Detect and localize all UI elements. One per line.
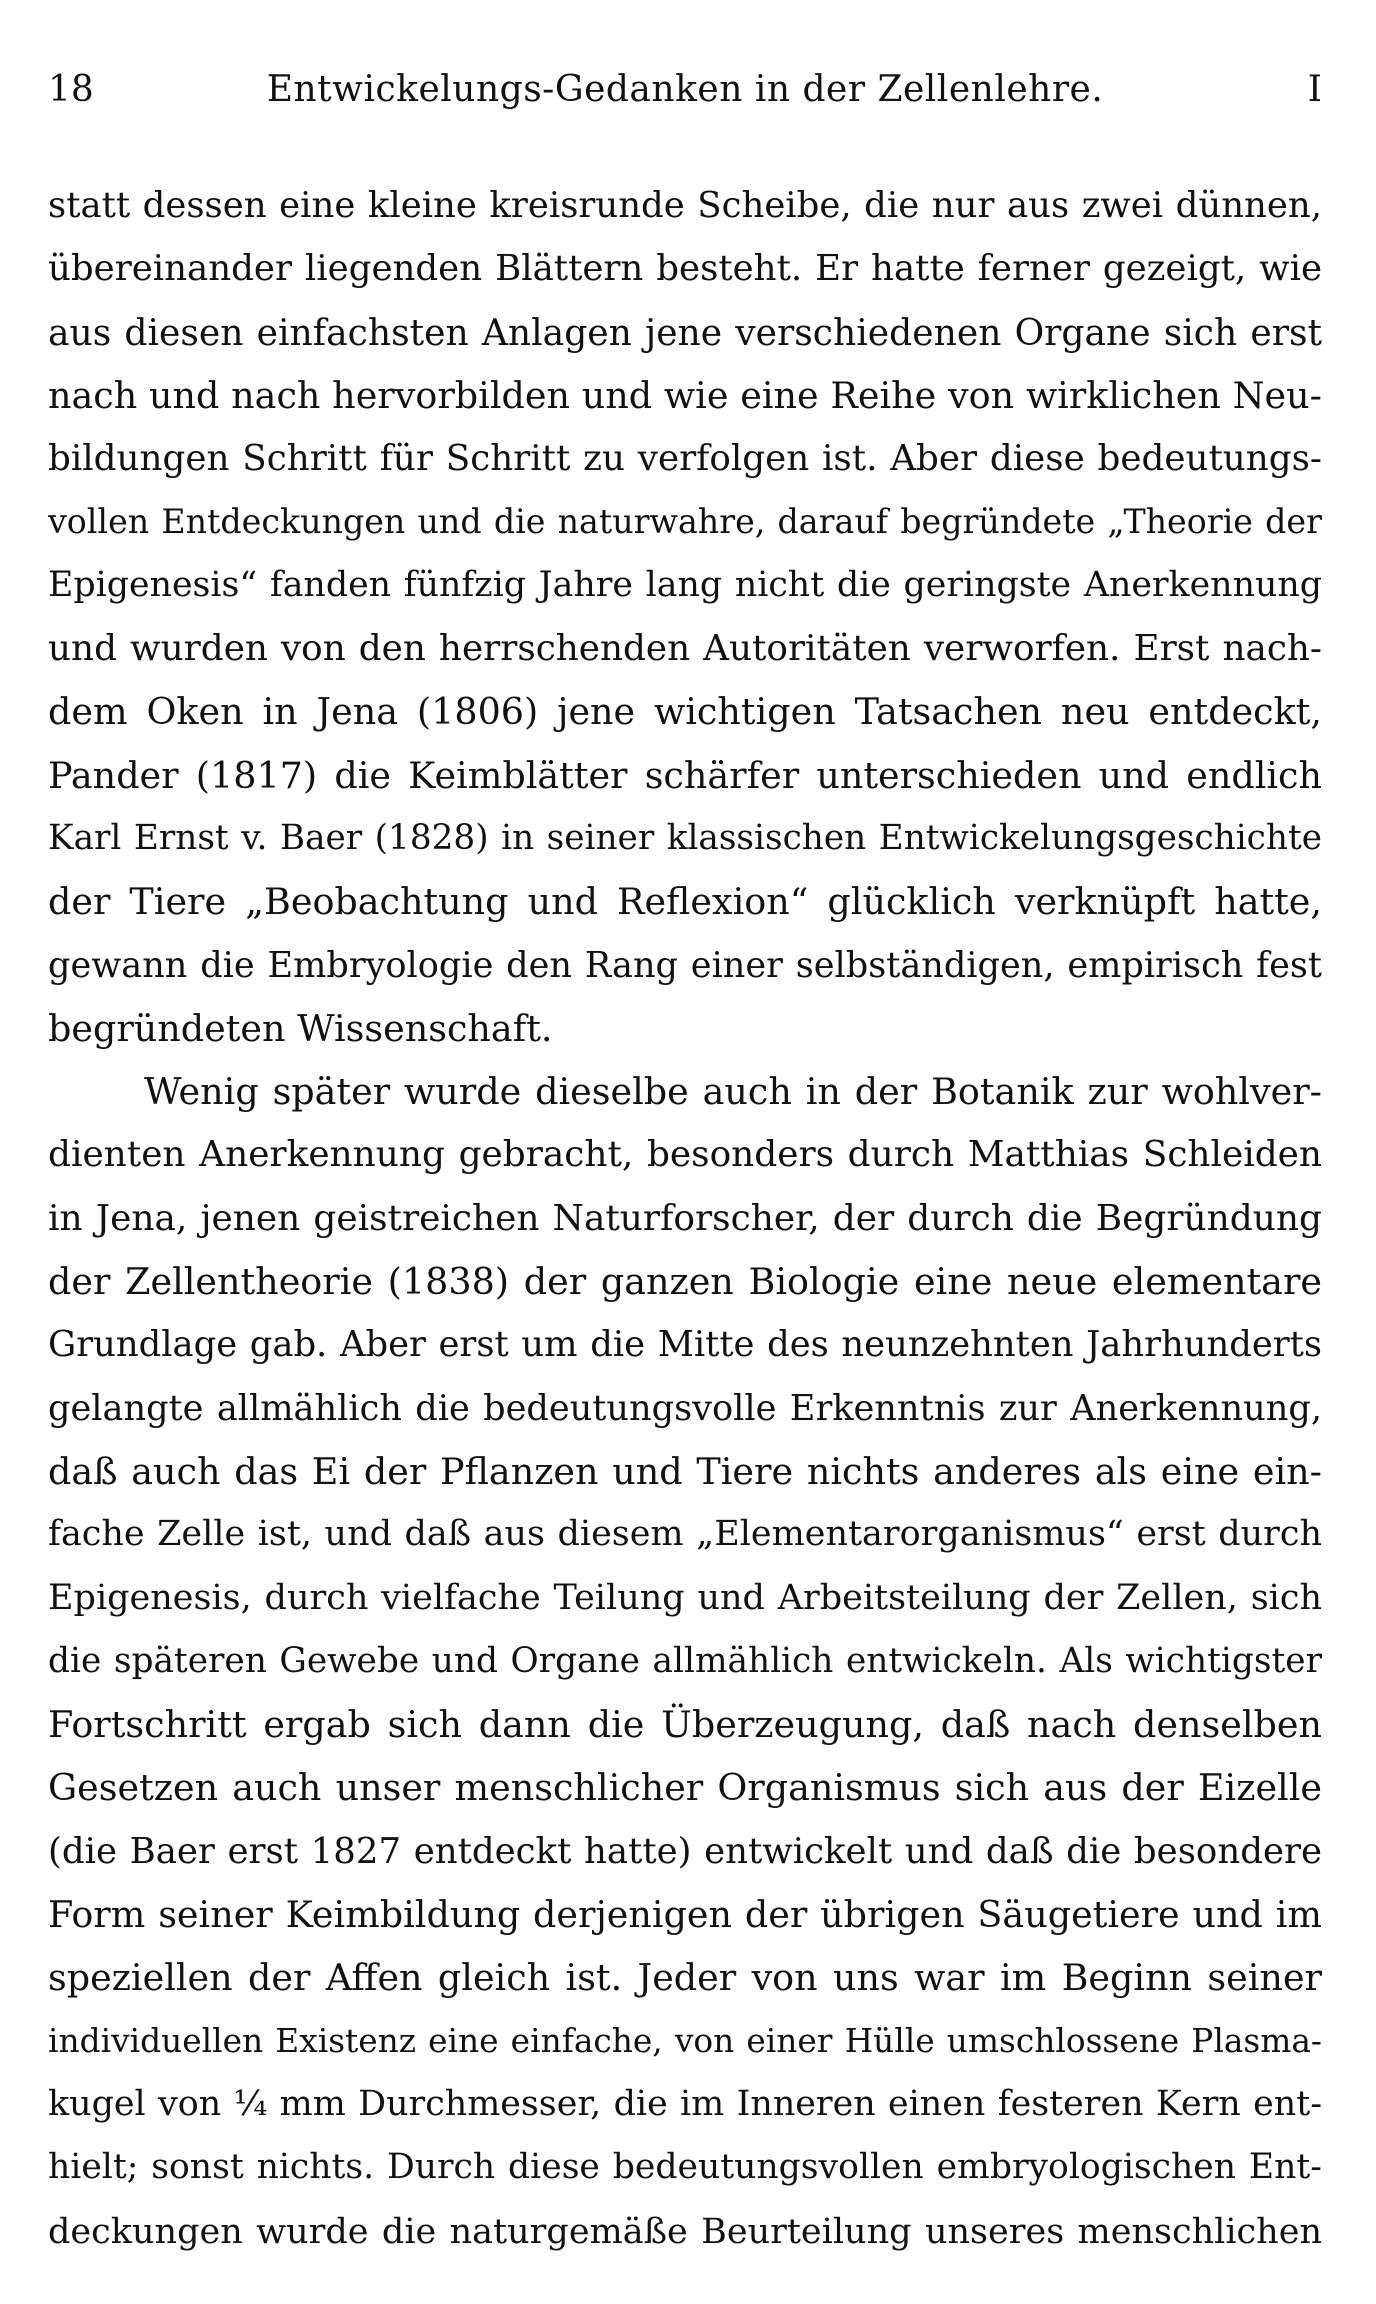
text-line: speziellen der Affen gleich ist. Jeder von uns war im Beginn seiner — [48, 1956, 1322, 2000]
text-line: daß auch das Ei der Pflanzen und Tiere nichts anderes als eine ein- — [48, 1449, 1322, 1493]
text-line: übereinander liegenden Blättern besteht. Er hatte ferner gezeigt, wie — [48, 248, 1322, 290]
text-line: Epigenesis“ fanden fünfzig Jahre lang nicht die geringste Anerkennung — [48, 564, 1322, 605]
text-line: Wenig später wurde dieselbe auch in der Botanik zur wohlver- — [144, 1070, 1322, 1114]
book-page — [48, 60, 1322, 2263]
text-line: begründeten Wissenschaft. — [48, 1006, 553, 1050]
text-line: (die Baer erst 1827 entdeckt hatte) entwickelt und daß die besondere — [48, 1830, 1322, 1872]
text-line: Pander (1817) die Keimblätter schärfer unterschieden und endlich — [48, 753, 1322, 797]
text-line: aus diesen einfachsten Anlagen jene verschiedenen Organe sich erst — [48, 310, 1322, 354]
text-line: der Tiere „Beobachtung und Reflexion“ glücklich verknüpft hatte, — [48, 880, 1322, 924]
text-line: gewann die Embryologie den Rang einer selbständigen, empirisch fest — [48, 944, 1322, 986]
text-line: statt dessen eine kleine kreisrunde Scheibe, die nur aus zwei dünnen, — [48, 185, 1322, 226]
text-line: der Zellentheorie (1838) der ganzen Biologie eine neue elementare — [48, 1260, 1322, 1304]
body-text — [48, 174, 1322, 2263]
text-line: in Jena, jenen geistreichen Naturforscher, der durch die Begründung — [48, 1197, 1322, 1239]
text-line: vollen Entdeckungen und die naturwahre, darauf begründete „Theorie der — [48, 502, 1322, 542]
text-line: Grundlage gab. Aber erst um die Mitte des neunzehnten Jahrhunderts — [48, 1324, 1322, 1366]
text-line: hielt; sonst nichts. Durch diese bedeutungsvollen embryologischen Ent- — [48, 2147, 1322, 2188]
text-line: Epigenesis, durch vielfache Teilung und Arbeitsteilung der Zellen, sich — [48, 1577, 1322, 1618]
text-line: individuellen Existenz eine einfache, von einer Hülle umschlossene Plasma- — [48, 2021, 1322, 2060]
text-line: fache Zelle ist, und daß aus diesem „Elementarorganismus“ erst durch — [48, 1514, 1322, 1555]
running-head — [48, 60, 1322, 120]
text-line: und wurden von den herrschenden Autoritäten verworfen. Erst nach- — [48, 628, 1322, 670]
text-line: dem Oken in Jena (1806) jene wichtigen Tatsachen neu entdeckt, — [48, 690, 1322, 734]
text-line: dienten Anerkennung gebracht, besonders durch Matthias Schleiden — [48, 1134, 1322, 1176]
running-title: Entwickelungs-Gedanken in der Zellenlehre. — [266, 69, 1104, 110]
text-line: Fortschritt ergab sich dann die Überzeugung, daß nach denselben — [48, 1703, 1322, 1747]
text-line: Form seiner Keimbildung derjenigen der übrigen Säugetiere und im — [48, 1893, 1322, 1937]
text-line: gelangte allmählich die bedeutungsvolle Erkenntnis zur Anerkennung, — [48, 1387, 1322, 1429]
text-line: Karl Ernst v. Baer (1828) in seiner klassischen Entwickelungsgeschichte — [48, 817, 1322, 858]
text-line: deckungen wurde die naturgemäße Beurteilung unseres menschlichen — [48, 2210, 1322, 2252]
text-line: nach und nach hervorbilden und wie eine Reihe von wirklichen Neu- — [48, 373, 1322, 417]
text-line: bildungen Schritt für Schritt zu verfolgen ist. Aber diese bedeutungs- — [48, 438, 1322, 480]
text-line: kugel von ¼ mm Durchmesser, die im Inneren einen festeren Kern ent- — [48, 2083, 1322, 2124]
section-mark: I — [1307, 69, 1322, 110]
text-line: Gesetzen auch unser menschlicher Organismus sich aus der Eizelle — [48, 1766, 1322, 1810]
text-line: die späteren Gewebe und Organe allmählich entwickeln. Als wichtigster — [48, 1640, 1322, 1681]
page-number: 18 — [48, 69, 94, 110]
